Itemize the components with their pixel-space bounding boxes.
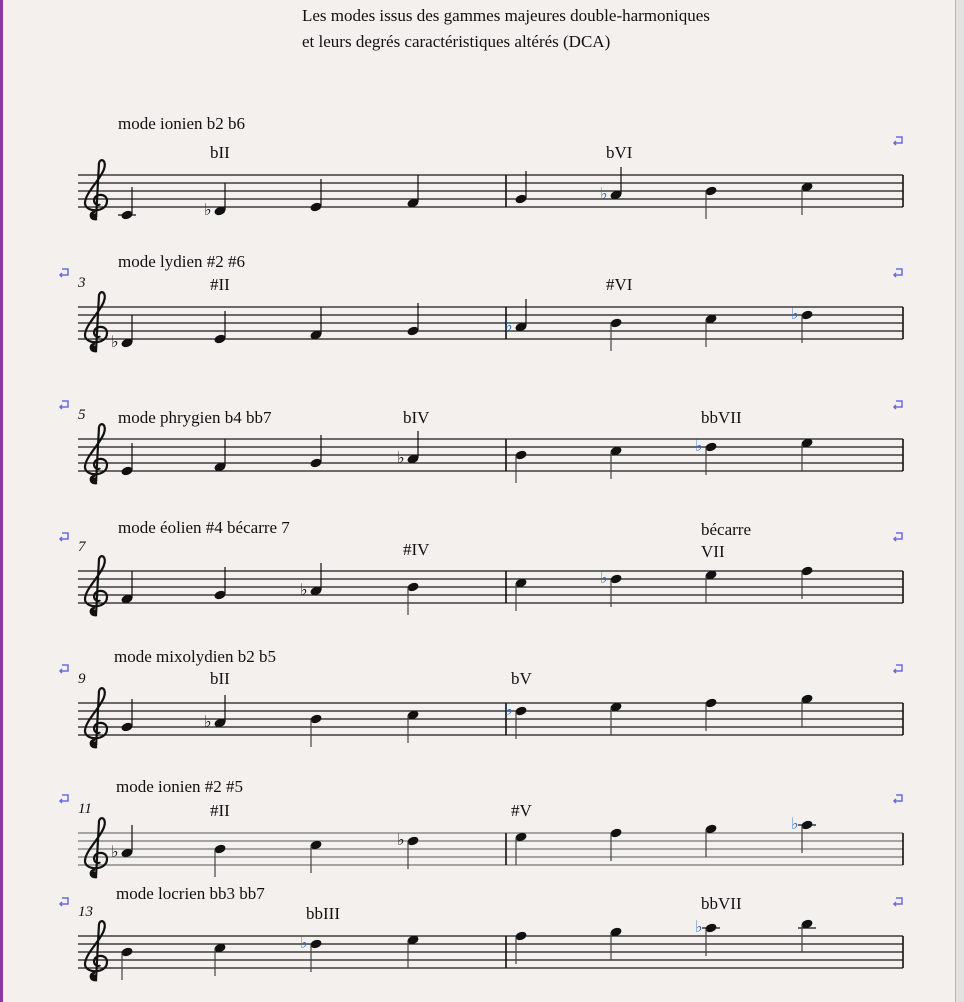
note[interactable] — [800, 565, 813, 599]
note[interactable] — [791, 816, 816, 853]
note[interactable] — [406, 934, 419, 968]
note[interactable] — [213, 311, 226, 345]
note[interactable] — [609, 701, 622, 735]
degree-label: bbVII — [701, 408, 742, 427]
note[interactable] — [118, 187, 136, 221]
degree-label: VII — [701, 542, 725, 561]
note[interactable] — [309, 307, 322, 341]
note[interactable] — [309, 435, 322, 469]
note[interactable] — [609, 445, 622, 479]
treble-clef-dot — [90, 477, 96, 483]
measure-number: 3 — [78, 275, 86, 291]
flat-icon: ♭ — [791, 816, 799, 833]
system-1 — [78, 114, 903, 221]
flat-icon: ♭ — [111, 334, 119, 351]
note[interactable] — [704, 569, 717, 603]
note[interactable] — [120, 699, 133, 733]
treble-clef-dot — [90, 345, 96, 351]
system-6 — [60, 777, 903, 877]
mode-name: mode ionien b2 b6 — [118, 114, 246, 133]
measure-number: 13 — [78, 904, 93, 920]
measure-number: 11 — [78, 801, 92, 817]
degree-label: bVI — [606, 143, 633, 162]
degree-label: bIV — [403, 408, 430, 427]
treble-clef-dot — [90, 974, 96, 980]
note[interactable] — [514, 171, 527, 205]
treble-clef-dot — [90, 213, 96, 219]
measure-number: 9 — [78, 671, 86, 687]
note[interactable] — [120, 571, 133, 605]
treble-clef-icon — [85, 160, 107, 219]
degree-label: bbIII — [306, 904, 340, 923]
note[interactable] — [609, 827, 622, 861]
note[interactable] — [309, 713, 322, 747]
measure-number: 5 — [78, 407, 86, 423]
line-break-icon[interactable] — [60, 533, 68, 541]
note[interactable] — [406, 175, 419, 209]
treble-clef-icon — [85, 424, 107, 483]
note[interactable] — [397, 431, 420, 467]
mode-name: mode locrien bb3 bb7 — [116, 884, 265, 903]
flat-icon: ♭ — [791, 306, 799, 323]
mode-name: mode mixolydien b2 b5 — [114, 647, 276, 666]
degree-label: bbVII — [701, 894, 742, 913]
degree-label: bII — [210, 143, 230, 162]
note[interactable] — [406, 709, 419, 743]
degree-label: #V — [511, 801, 532, 820]
degree-label: #II — [210, 275, 230, 294]
note[interactable] — [300, 935, 323, 972]
line-break-icon[interactable] — [60, 665, 68, 673]
note[interactable] — [798, 918, 816, 952]
note[interactable] — [704, 185, 717, 219]
flat-icon: ♭ — [397, 450, 405, 467]
treble-clef-icon — [85, 818, 107, 877]
note[interactable] — [406, 581, 419, 615]
treble-clef-dot — [90, 609, 96, 615]
system-3 — [60, 401, 903, 483]
degree-label: bécarre — [701, 520, 752, 539]
note[interactable] — [397, 832, 420, 869]
flat-icon: ♭ — [300, 935, 308, 952]
line-break-icon[interactable] — [894, 665, 902, 673]
note[interactable] — [695, 438, 718, 475]
treble-clef-icon — [85, 292, 107, 351]
note[interactable] — [514, 577, 527, 611]
line-break-icon[interactable] — [60, 898, 68, 906]
flat-icon: ♭ — [204, 202, 212, 219]
note[interactable] — [111, 825, 134, 861]
note[interactable] — [514, 449, 527, 483]
note[interactable] — [120, 443, 133, 477]
treble-clef-icon — [85, 688, 107, 747]
note[interactable] — [213, 843, 226, 877]
line-break-icon[interactable] — [60, 269, 68, 277]
mode-name: mode lydien #2 #6 — [118, 252, 246, 271]
line-break-icon[interactable] — [894, 137, 902, 145]
flat-icon: ♭ — [505, 318, 513, 335]
note[interactable] — [120, 946, 133, 980]
line-break-icon[interactable] — [894, 533, 902, 541]
note[interactable] — [204, 695, 227, 731]
note[interactable] — [505, 299, 528, 335]
note[interactable] — [204, 183, 227, 219]
degree-label: bII — [210, 669, 230, 688]
flat-icon: ♭ — [300, 582, 308, 599]
flat-icon: ♭ — [600, 570, 608, 587]
note[interactable] — [600, 570, 623, 607]
note[interactable] — [514, 930, 527, 964]
note[interactable] — [800, 181, 813, 215]
note[interactable] — [704, 697, 717, 731]
mode-name: mode ionien #2 #5 — [116, 777, 244, 796]
flat-icon: ♭ — [204, 714, 212, 731]
note[interactable] — [406, 303, 419, 337]
degree-label: #IV — [403, 540, 430, 559]
note[interactable] — [213, 942, 226, 976]
measure-number: 7 — [78, 539, 86, 555]
treble-clef-dot — [90, 871, 96, 877]
flat-icon: ♭ — [695, 919, 703, 936]
flat-icon: ♭ — [397, 832, 405, 849]
note[interactable] — [300, 563, 323, 599]
mode-name: mode phrygien b4 bb7 — [118, 408, 272, 427]
treble-clef-icon — [85, 556, 107, 615]
score-title-line-2: et leurs degrés caractéristiques altérés (DCA) — [302, 32, 611, 51]
system-4 — [60, 518, 903, 615]
note[interactable] — [695, 919, 720, 956]
line-break-icon[interactable] — [894, 795, 902, 803]
treble-clef-icon — [85, 921, 107, 980]
flat-icon: ♭ — [505, 702, 513, 719]
score-title-line-1: Les modes issus des gammes majeures double-harmoniques — [302, 6, 710, 25]
flat-icon: ♭ — [695, 438, 703, 455]
treble-clef-dot — [90, 741, 96, 747]
system-5 — [60, 647, 903, 747]
note[interactable] — [111, 315, 134, 351]
line-break-icon[interactable] — [894, 401, 902, 409]
note[interactable] — [600, 167, 623, 203]
flat-icon: ♭ — [600, 186, 608, 203]
line-break-icon[interactable] — [894, 898, 902, 906]
note[interactable] — [800, 437, 813, 471]
line-break-icon[interactable] — [60, 795, 68, 803]
note[interactable] — [505, 702, 528, 739]
line-break-icon[interactable] — [60, 401, 68, 409]
system-7 — [60, 884, 903, 980]
note[interactable] — [704, 313, 717, 347]
system-2 — [60, 252, 903, 351]
note[interactable] — [791, 306, 814, 343]
note[interactable] — [800, 693, 813, 727]
mode-name: mode éolien #4 bécarre 7 — [118, 518, 290, 537]
flat-icon: ♭ — [111, 844, 119, 861]
note[interactable] — [609, 926, 622, 960]
note[interactable] — [609, 317, 622, 351]
note[interactable] — [309, 179, 322, 213]
degree-label: #II — [210, 801, 230, 820]
note[interactable] — [213, 567, 226, 601]
line-break-icon[interactable] — [894, 269, 902, 277]
degree-label: #VI — [606, 275, 633, 294]
degree-label: bV — [511, 669, 532, 688]
note[interactable] — [213, 439, 226, 473]
